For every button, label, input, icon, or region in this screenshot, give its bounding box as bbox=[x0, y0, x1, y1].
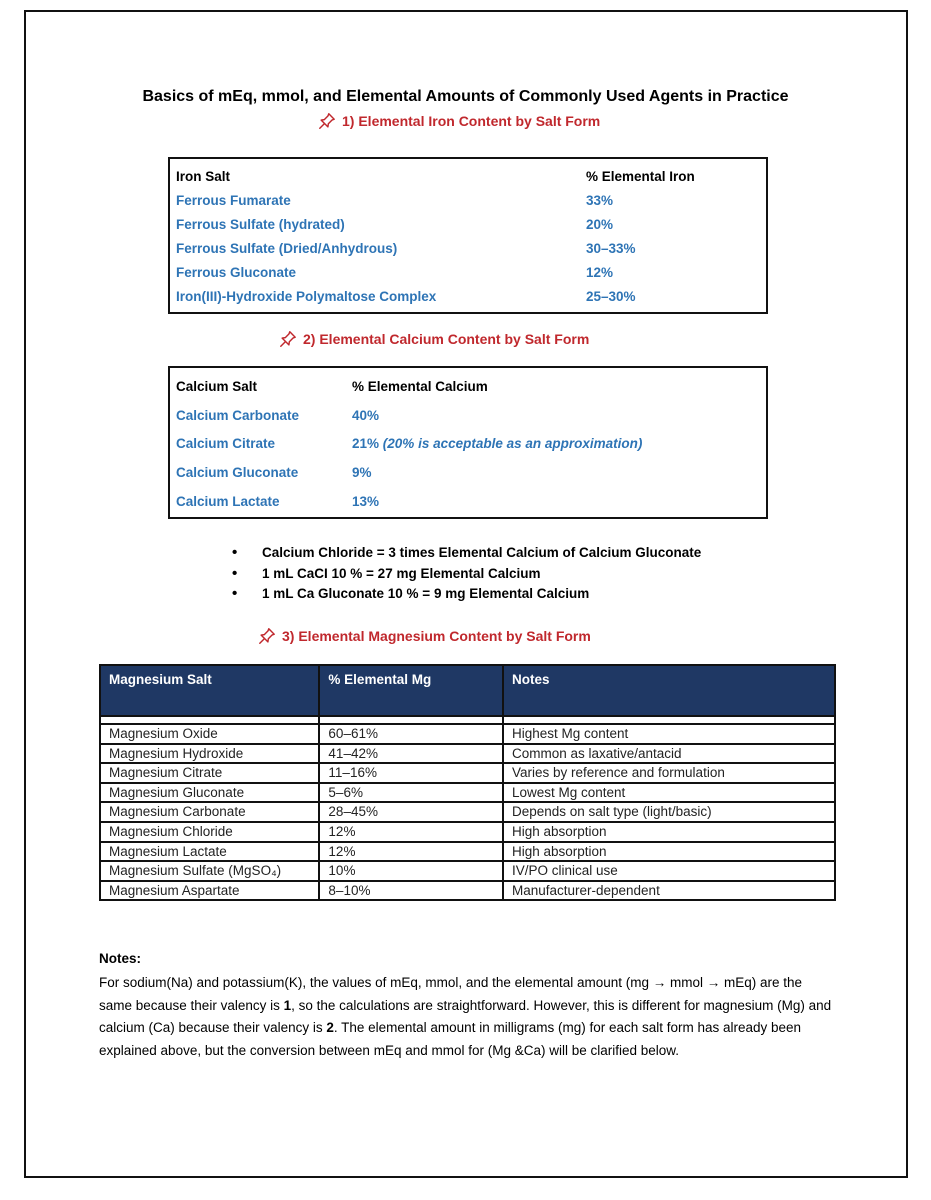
calcium-header-salt: Calcium Salt bbox=[176, 379, 258, 394]
section-heading-iron bbox=[318, 112, 600, 130]
mg-salt-cell: Magnesium Chloride bbox=[100, 822, 319, 842]
iron-header-pct: % Elemental Iron bbox=[586, 169, 695, 184]
mg-pct-cell: 12% bbox=[319, 822, 503, 842]
mg-salt-cell: Magnesium Hydroxide bbox=[100, 744, 319, 764]
mg-salt-cell: Magnesium Citrate bbox=[100, 763, 319, 783]
calcium-header-pct: % Elemental Calcium bbox=[352, 379, 488, 394]
section-heading-calcium-text: 2) Elemental Calcium Content by Salt Form bbox=[303, 331, 590, 347]
mg-header-pct: % Elemental Mg bbox=[319, 665, 503, 716]
notes-heading: Notes: bbox=[99, 951, 142, 966]
calcium-row-pct bbox=[352, 436, 642, 451]
iron-row-salt: Ferrous Sulfate (Dried/Anhydrous) bbox=[176, 241, 398, 256]
section-heading-iron-text: 1) Elemental Iron Content by Salt Form bbox=[342, 113, 601, 129]
mg-notes-cell: High absorption bbox=[503, 822, 835, 842]
iron-row-pct: 33% bbox=[586, 193, 614, 208]
calcium-table bbox=[168, 366, 768, 519]
mg-pct-cell: 5–6% bbox=[319, 783, 503, 803]
page-title: Basics of mEq, mmol, and Elemental Amounts of Commonly Used Agents in Practice bbox=[142, 88, 789, 105]
mg-notes-cell: Lowest Mg content bbox=[503, 783, 835, 803]
notes-valency-2: 2 bbox=[326, 1020, 334, 1035]
mg-salt-cell: Magnesium Aspartate bbox=[100, 881, 319, 901]
iron-row-salt: Ferrous Fumarate bbox=[176, 193, 291, 208]
calcium-row-pct bbox=[352, 494, 379, 509]
mg-salt-cell: Magnesium Gluconate bbox=[100, 783, 319, 803]
table-row bbox=[100, 861, 835, 881]
calcium-row-pct-value: 21% bbox=[352, 436, 380, 451]
calcium-row-pct-value: 13% bbox=[352, 494, 380, 509]
pushpin-icon bbox=[279, 330, 297, 348]
bullet-item: • 1 mL Ca Gluconate 10 % = 9 mg Elemental Calcium bbox=[232, 584, 701, 605]
section-heading-calcium bbox=[279, 330, 589, 348]
mg-notes-cell: High absorption bbox=[503, 842, 835, 862]
bullet-item: • 1 mL CaCI 10 % = 27 mg Elemental Calcium bbox=[232, 564, 701, 585]
pushpin-icon bbox=[318, 112, 336, 130]
calcium-row-pct-value: 9% bbox=[352, 465, 372, 480]
notes-text: , so the calculations are straightforward. However, this is different for magnesium (Mg) and calcium (Ca) because their valency is bbox=[99, 997, 832, 1035]
bullet-item: • Calcium Chloride = 3 times Elemental Calcium of Calcium Gluconate bbox=[232, 543, 701, 564]
mg-salt-cell: Magnesium Oxide bbox=[100, 724, 319, 744]
magnesium-table bbox=[99, 664, 836, 901]
calcium-row-salt: Calcium Gluconate bbox=[176, 465, 299, 480]
iron-row-pct: 30–33% bbox=[586, 241, 636, 256]
calcium-row-salt: Calcium Lactate bbox=[176, 494, 280, 509]
calcium-bullets bbox=[232, 543, 701, 605]
mg-notes-cell: Varies by reference and formulation bbox=[503, 763, 835, 783]
mg-pct-cell: 10% bbox=[319, 861, 503, 881]
table-row bbox=[100, 842, 835, 862]
mg-pct-cell: 8–10% bbox=[319, 881, 503, 901]
table-row bbox=[100, 881, 835, 901]
magnesium-header-row bbox=[100, 665, 835, 716]
mg-notes-cell: Manufacturer-dependent bbox=[503, 881, 835, 901]
table-row bbox=[100, 763, 835, 783]
table-row bbox=[100, 724, 835, 744]
table-row bbox=[100, 822, 835, 842]
iron-table bbox=[168, 157, 768, 314]
mg-header-notes: Notes bbox=[503, 665, 835, 716]
mg-pct-cell: 28–45% bbox=[319, 802, 503, 822]
section-heading-magnesium bbox=[258, 627, 591, 645]
pushpin-icon bbox=[258, 627, 276, 645]
section-heading-magnesium-text: 3) Elemental Magnesium Content by Salt Form bbox=[282, 628, 591, 644]
mg-notes-cell: IV/PO clinical use bbox=[503, 861, 835, 881]
iron-row-salt: Iron(III)-Hydroxide Polymaltose Complex bbox=[176, 289, 437, 304]
notes-text: For sodium(Na) and potassium(K), the values of mEq, mmol, and the elemental amount (mg → mmol → mEq) are the same because their valency is bbox=[99, 975, 803, 1013]
iron-row-salt: Ferrous Gluconate bbox=[176, 265, 297, 280]
notes-paragraph bbox=[99, 972, 834, 1062]
calcium-row-note: (20% is acceptable as an approximation) bbox=[382, 436, 643, 451]
mg-pct-cell: 60–61% bbox=[319, 724, 503, 744]
mg-pct-cell: 41–42% bbox=[319, 744, 503, 764]
mg-salt-cell: Magnesium Carbonate bbox=[100, 802, 319, 822]
calcium-row-pct bbox=[352, 465, 372, 480]
notes-text: . The elemental amount in milligrams (mg) for each salt form has already been explained above, but the conversion between mEq and mmol for (Mg &Ca) will be clarified below. bbox=[99, 1020, 802, 1058]
mg-pct-cell: 12% bbox=[319, 842, 503, 862]
calcium-row-pct bbox=[352, 408, 379, 423]
table-row bbox=[100, 744, 835, 764]
iron-row-pct: 20% bbox=[586, 217, 614, 232]
mg-notes-cell: Depends on salt type (light/basic) bbox=[503, 802, 835, 822]
table-row bbox=[100, 783, 835, 803]
table-row bbox=[100, 802, 835, 822]
mg-header-salt: Magnesium Salt bbox=[100, 665, 319, 716]
mg-notes-cell: Highest Mg content bbox=[503, 724, 835, 744]
mg-salt-cell: Magnesium Lactate bbox=[100, 842, 319, 862]
mg-notes-cell: Common as laxative/antacid bbox=[503, 744, 835, 764]
magnesium-spacer-row bbox=[100, 716, 835, 724]
calcium-row-salt: Calcium Citrate bbox=[176, 436, 276, 451]
iron-row-pct: 25–30% bbox=[586, 289, 636, 304]
iron-row-salt: Ferrous Sulfate (hydrated) bbox=[176, 217, 345, 232]
calcium-row-salt: Calcium Carbonate bbox=[176, 408, 300, 423]
calcium-row-pct-value: 40% bbox=[352, 408, 380, 423]
mg-pct-cell: 11–16% bbox=[319, 763, 503, 783]
iron-row-pct: 12% bbox=[586, 265, 614, 280]
iron-header-salt: Iron Salt bbox=[176, 169, 231, 184]
notes-valency-1: 1 bbox=[283, 997, 292, 1013]
mg-salt-cell: Magnesium Sulfate (MgSO₄) bbox=[100, 861, 319, 881]
